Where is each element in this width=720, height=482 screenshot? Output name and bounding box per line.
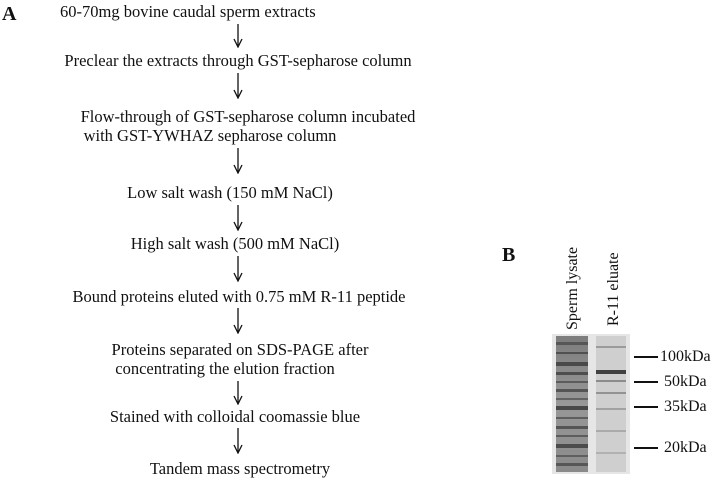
- marker-label-50kda: 50kDa: [664, 373, 707, 390]
- panel-b-label: B: [502, 244, 516, 266]
- marker-label-100kda: 100kDa: [660, 348, 711, 365]
- marker-tick-20kda: [634, 447, 658, 449]
- step-mass-spec: Tandem mass spectrometry: [149, 459, 331, 478]
- marker-tick-100kda: [634, 356, 658, 358]
- step-elution: Bound proteins eluted with 0.75 mM R-11 peptide: [72, 287, 406, 306]
- marker-tick-50kda: [634, 381, 658, 383]
- step-high-salt-wash: High salt wash (500 mM NaCl): [130, 234, 340, 253]
- step-staining: Stained with colloidal coomassie blue: [109, 407, 361, 426]
- step-low-salt-wash: Low salt wash (150 mM NaCl): [127, 183, 333, 202]
- step-sperm-extracts: 60-70mg bovine caudal sperm extracts: [60, 2, 316, 21]
- marker-label-20kda: 20kDa: [664, 439, 707, 456]
- marker-tick-35kda: [634, 406, 658, 408]
- marker-label-35kda: 35kDa: [664, 398, 707, 415]
- down-arrow-icon: [232, 24, 244, 48]
- r11-eluate-lane: [596, 336, 626, 472]
- lane-label-r11-eluate: R-11 eluate: [605, 252, 622, 326]
- step-flow-through-cont: with GST-YWHAZ sepharose column: [83, 126, 337, 145]
- panel-a-label: A: [2, 3, 17, 25]
- step-sds-page: Proteins separated on SDS-PAGE after: [111, 340, 369, 359]
- down-arrow-icon: [232, 256, 244, 282]
- down-arrow-icon: [232, 148, 244, 174]
- down-arrow-icon: [232, 381, 244, 405]
- step-preclear: Preclear the extracts through GST-sepharose column: [64, 51, 412, 70]
- step-sds-page-cont: concentrating the elution fraction: [115, 359, 335, 378]
- lane-label-sperm-lysate: Sperm lysate: [564, 246, 581, 330]
- down-arrow-icon: [232, 308, 244, 334]
- down-arrow-icon: [232, 73, 244, 99]
- step-flow-through: Flow-through of GST-sepharose column incubated: [80, 107, 416, 126]
- sds-page-gel-image: [552, 334, 630, 474]
- down-arrow-icon: [232, 205, 244, 231]
- down-arrow-icon: [232, 428, 244, 454]
- sperm-lysate-lane: [556, 336, 588, 472]
